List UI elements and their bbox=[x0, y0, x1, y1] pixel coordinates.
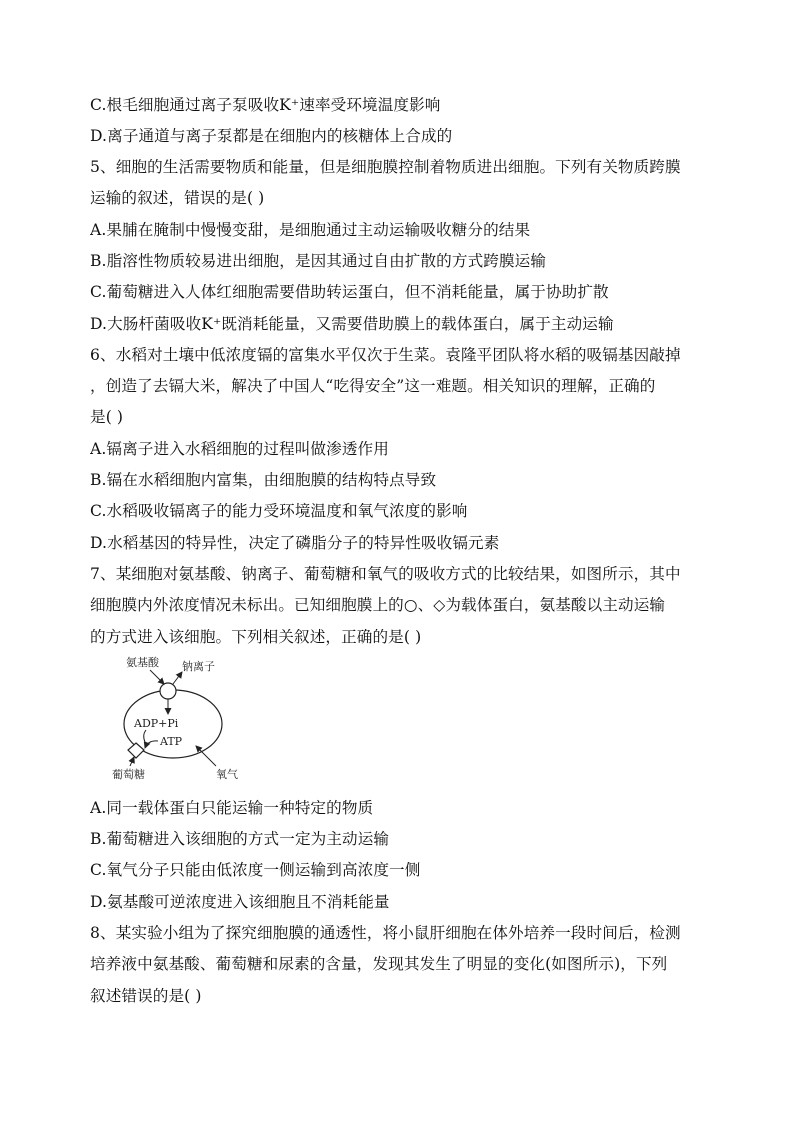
question-6-stem-line-1: 6、水稻对土壤中低浓度镉的富集水平仅次于生菜。袁隆平团队将水稻的吸镉基因敲掉 bbox=[90, 346, 681, 364]
option-7a: A.同一载体蛋白只能运输一种特定的物质 bbox=[90, 799, 374, 817]
option-6b: B.镉在水稻细胞内富集，由细胞膜的结构特点导致 bbox=[90, 471, 437, 489]
option-5d: D.大肠杆菌吸收K⁺既消耗能量，又需要借助膜上的载体蛋白，属于主动运输 bbox=[90, 315, 614, 333]
diamond-carrier-protein bbox=[128, 743, 144, 758]
label-adp-pi: ADP+Pi bbox=[134, 717, 179, 730]
label-oxygen: 氧气 bbox=[216, 768, 238, 781]
question-8-stem-line-3: 叙述错误的是( ) bbox=[90, 987, 202, 1005]
question-7-stem-line-2: 细胞膜内外浓度情况未标出。已知细胞膜上的○、◇为载体蛋白，氨基酸以主动运输 bbox=[90, 596, 666, 614]
label-glucose: 葡萄糖 bbox=[112, 768, 145, 781]
adp-curve bbox=[144, 730, 146, 742]
option-5c: C.葡萄糖进入人体红细胞需要借助转运蛋白，但不消耗能量，属于协助扩散 bbox=[90, 283, 609, 301]
option-6c: C.水稻吸收镉离子的能力受环境温度和氧气浓度的影响 bbox=[90, 502, 468, 520]
amino-acid-arrow bbox=[150, 670, 164, 684]
option-7b: B.葡萄糖进入该细胞的方式一定为主动运输 bbox=[90, 830, 390, 848]
option-6a: A.镉离子进入水稻细胞的过程叫做渗透作用 bbox=[90, 440, 389, 458]
cell-transport-diagram bbox=[112, 654, 252, 782]
option-5b: B.脂溶性物质较易进出细胞，是因其通过自由扩散的方式跨膜运输 bbox=[90, 252, 547, 270]
option-7c: C.氧气分子只能由低浓度一侧运输到高浓度一侧 bbox=[90, 861, 421, 879]
label-amino-acid: 氨基酸 bbox=[126, 656, 159, 669]
question-7-stem-line-1: 7、某细胞对氨基酸、钠离子、葡萄糖和氧气的吸收方式的比较结果，如图所示，其中 bbox=[90, 565, 681, 583]
question-6-stem-line-3: 是( ) bbox=[90, 408, 124, 426]
label-atp: ATP bbox=[160, 735, 183, 748]
label-sodium-ion: 钠离子 bbox=[182, 660, 215, 673]
option-6d: D.水稻基因的特异性，决定了磷脂分子的特异性吸收镉元素 bbox=[90, 534, 500, 552]
option-4d: D.离子通道与离子泵都是在细胞内的核糖体上合成的 bbox=[90, 127, 453, 145]
option-5a: A.果脯在腌制中慢慢变甜，是细胞通过主动运输吸收糖分的结果 bbox=[90, 221, 531, 239]
glucose-arrow bbox=[130, 757, 134, 766]
atp-arrow bbox=[145, 741, 158, 748]
question-6-stem-line-2: ，创造了去镉大米，解决了中国人“吃得安全”这一难题。相关知识的理解，正确的 bbox=[90, 377, 656, 395]
question-7-stem-line-3: 的方式进入该细胞。下列相关叙述，正确的是( ) bbox=[90, 628, 422, 646]
circle-carrier-protein bbox=[160, 683, 176, 699]
question-5-stem-line-2: 运输的叙述，错误的是( ) bbox=[90, 189, 265, 207]
option-4c: C.根毛细胞通过离子泵吸收K⁺速率受环境温度影响 bbox=[90, 96, 441, 114]
sodium-ion-arrow bbox=[173, 672, 182, 684]
question-5-stem-line-1: 5、细胞的生活需要物质和能量，但是细胞膜控制着物质进出细胞。下列有关物质跨膜 bbox=[90, 158, 681, 176]
question-8-stem-line-2: 培养液中氨基酸、葡萄糖和尿素的含量，发现其发生了明显的变化(如图所示)，下列 bbox=[90, 955, 668, 973]
question-8-stem-line-1: 8、某实验小组为了探究细胞膜的通透性，将小鼠肝细胞在体外培养一段时间后，检测 bbox=[90, 924, 681, 942]
option-7d: D.氨基酸可逆浓度进入该细胞且不消耗能量 bbox=[90, 893, 390, 911]
